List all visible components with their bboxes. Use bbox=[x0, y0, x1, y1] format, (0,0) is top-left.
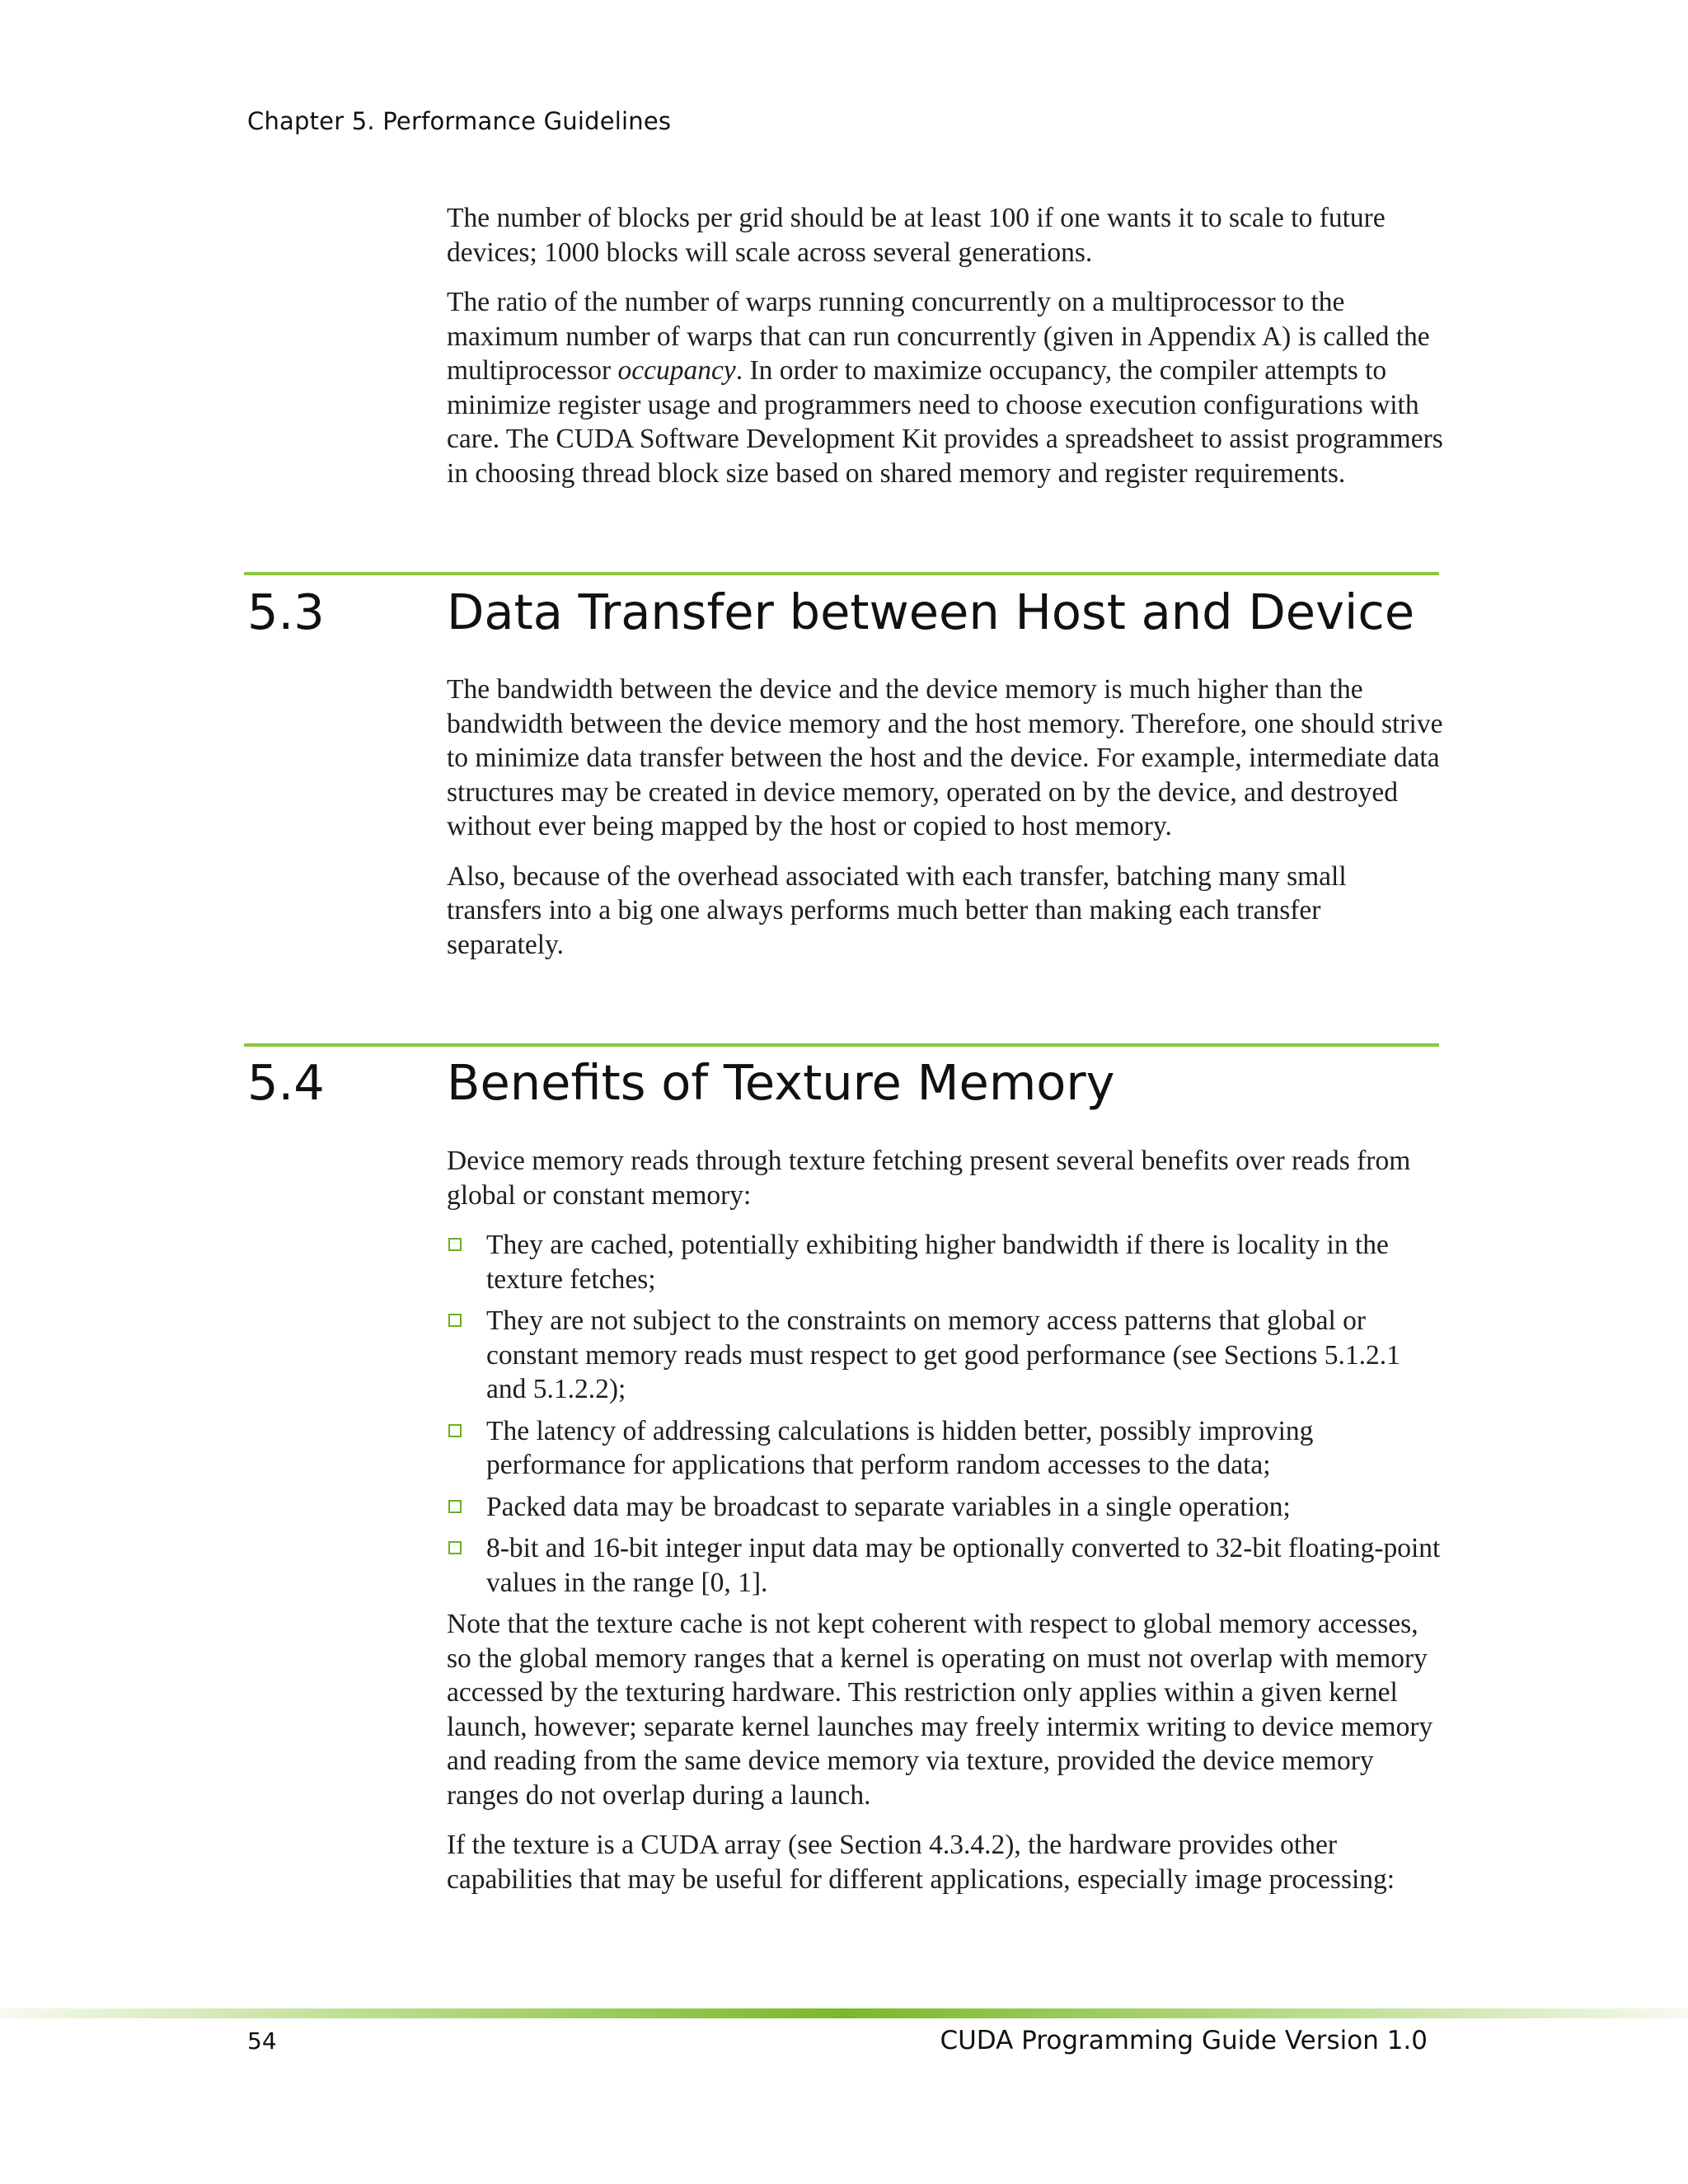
occupancy-term: occupancy bbox=[617, 355, 736, 386]
list-item-text: The latency of addressing calculations is hidden better, possibly improving performance for applications that perform random accesses to the data; bbox=[486, 1415, 1314, 1480]
section-5-4-paragraph-3: If the texture is a CUDA array (see Section 4.3.4.2), the hardware provides other capabilities that may be useful for different applications, especially image processing: bbox=[447, 1830, 1395, 1895]
section-5-4-number: 5.4 bbox=[247, 1054, 325, 1111]
list-item bbox=[447, 1304, 1444, 1407]
section-5-3-rule bbox=[244, 572, 1439, 575]
checkbox-bullet-icon bbox=[448, 1314, 462, 1327]
section-5-3-paragraph-2: Also, because of the overhead associated with each transfer, batching many small transfers into a big one always performs much better than making each transfer separately. bbox=[447, 860, 1347, 960]
list-item bbox=[447, 1414, 1444, 1483]
intro-text bbox=[447, 201, 1444, 490]
intro-paragraph-2-start: The ratio of the number of warps running concurrently on a multiprocessor to the maximum number of warps that can run concurrently (given in Appendix A) is called the multiprocessor bbox=[447, 287, 1430, 386]
list-item-text: 8-bit and 16-bit integer input data may be optionally converted to 32-bit floating-point values in the range [0, 1]. bbox=[486, 1533, 1441, 1598]
list-item bbox=[447, 1490, 1444, 1525]
section-5-4-body bbox=[447, 1144, 1444, 1896]
texture-benefits-list bbox=[447, 1228, 1444, 1600]
checkbox-bullet-icon bbox=[448, 1541, 462, 1554]
intro-paragraph-1: The number of blocks per grid should be at least 100 if one wants it to scale to future devices; 1000 blocks will scale across several generations. bbox=[447, 203, 1386, 268]
list-item-text: They are cached, potentially exhibiting higher bandwidth if there is locality in the texture fetches; bbox=[486, 1230, 1389, 1295]
list-item bbox=[447, 1228, 1444, 1296]
footer-doc-title: CUDA Programming Guide Version 1.0 bbox=[940, 2026, 1428, 2055]
list-item-text: Packed data may be broadcast to separate variables in a single operation; bbox=[486, 1491, 1291, 1522]
checkbox-bullet-icon bbox=[448, 1424, 462, 1437]
checkbox-bullet-icon bbox=[448, 1238, 462, 1251]
list-item bbox=[447, 1531, 1444, 1600]
intro-paragraph-2-end: . In order to maximize occupancy, the compiler attempts to minimize register usage and programmers need to choose execution configurations with care. The CUDA Software Development Kit provides a spreadsheet to assist programmers in choosing thread block size based on shared memory and register requirements. bbox=[447, 355, 1443, 489]
section-5-3-paragraph-1: The bandwidth between the device and the device memory is much higher than the bandwidth between the device memory and the host memory. Therefore, one should strive to minimize data transfer between the host and the device. For example, intermediate data structures may be created in device memory, operated on by the device, and destroyed without ever being mapped by the host or copied to host memory. bbox=[447, 674, 1443, 841]
checkbox-bullet-icon bbox=[448, 1500, 462, 1513]
section-5-3-body bbox=[447, 673, 1444, 962]
intro-paragraph-2 bbox=[447, 285, 1444, 490]
section-5-4-paragraph-1: Device memory reads through texture fetching present several benefits over reads from global or constant memory: bbox=[447, 1146, 1411, 1211]
section-5-4-rule bbox=[244, 1043, 1439, 1047]
page-number: 54 bbox=[247, 2027, 277, 2055]
section-5-4-title: Benefits of Texture Memory bbox=[447, 1054, 1115, 1111]
section-5-4-paragraph-2: Note that the texture cache is not kept coherent with respect to global memory accesses, so the global memory ranges that a kernel is operating on must not overlap with memory accessed by the texturing hardware. This restriction only applies within a given kernel launch, however; separate kernel launches may freely intermix writing to device memory and reading from the same device memory via texture, provided the device memory ranges do not overlap during a launch. bbox=[447, 1609, 1433, 1811]
list-item-text: They are not subject to the constraints on memory access patterns that global or constant memory reads must respect to get good performance (see Sections 5.1.2.1 and 5.1.2.2); bbox=[486, 1305, 1400, 1404]
section-5-3-number: 5.3 bbox=[247, 583, 325, 640]
footer-gradient-bar bbox=[0, 2008, 1688, 2018]
section-5-3-title: Data Transfer between Host and Device bbox=[447, 583, 1415, 640]
running-header: Chapter 5. Performance Guidelines bbox=[247, 107, 672, 135]
